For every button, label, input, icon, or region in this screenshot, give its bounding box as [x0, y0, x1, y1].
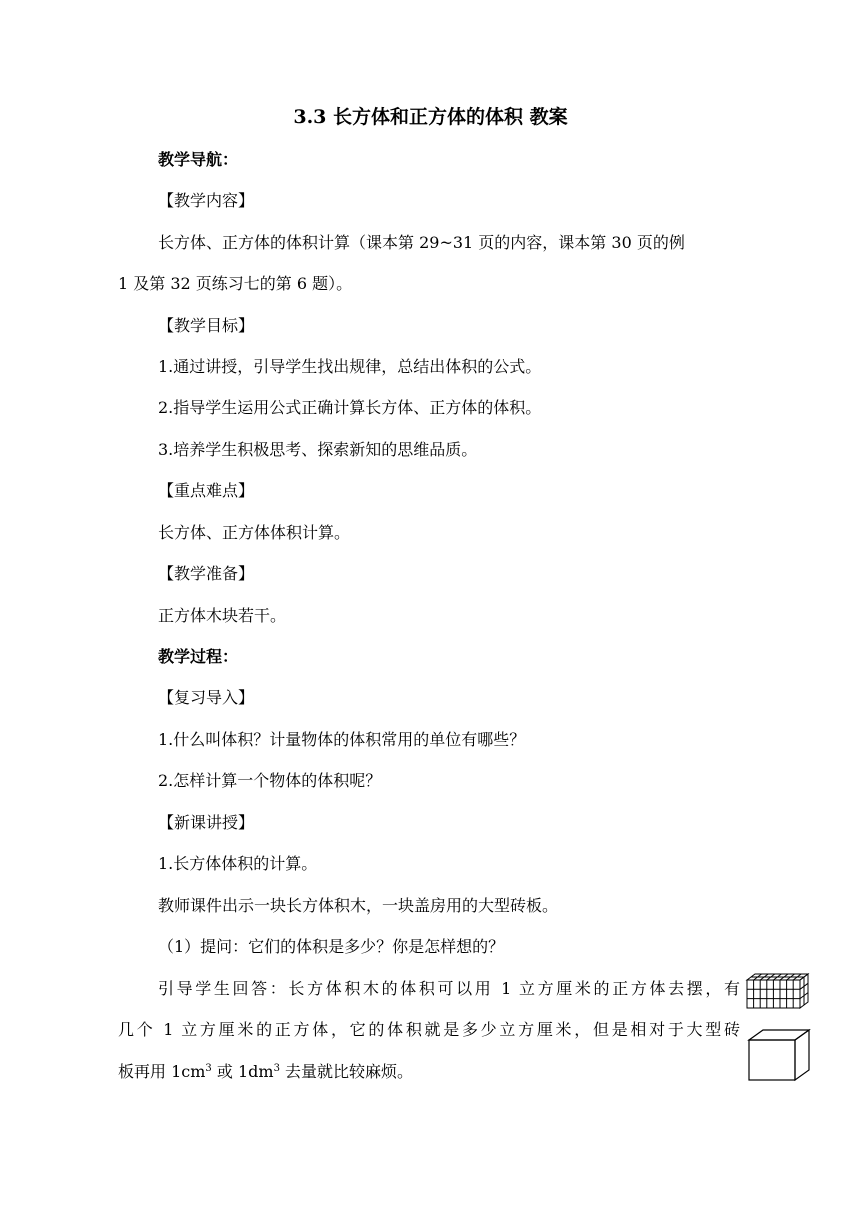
new-text-1: 教师课件出示一块长方体积木，一块盖房用的大型砖板。	[158, 896, 559, 915]
content-heading: 【教学内容】	[158, 191, 255, 210]
content-paragraph-line-2: 1 及第 32 页练习七的第 6 题）。	[118, 274, 353, 293]
guide-line-3-part-b: 或 1dm	[211, 1062, 274, 1081]
new-text-2: （1）提问：它们的体积是多少？你是怎样想的？	[158, 937, 505, 956]
page-title: 3.3 长方体和正方体的体积 教案	[293, 106, 568, 128]
goal-item-3: 3.培养学生积极思考、探索新知的思维品质。	[158, 440, 478, 459]
guide-line-3-part-c: 去量就比较麻烦。	[279, 1062, 414, 1081]
plain-block-icon	[749, 1030, 809, 1080]
block-figures-svg	[745, 972, 811, 1084]
goal-heading: 【教学目标】	[158, 316, 255, 335]
process-heading: 教学过程：	[158, 647, 239, 666]
key-text: 长方体、正方体体积计算。	[158, 523, 351, 542]
guide-line-3-part-a: 板再用 1cm	[118, 1062, 206, 1081]
review-item-1: 1.什么叫体积？计量物体的体积常用的单位有哪些？	[158, 730, 526, 749]
grid-block-icon	[747, 974, 808, 1008]
prep-heading: 【教学准备】	[158, 564, 255, 583]
review-heading: 【复习导入】	[158, 688, 255, 707]
superscript-cubed-2: 3	[273, 1063, 280, 1074]
nav-heading: 教学导航：	[158, 150, 239, 169]
key-heading: 【重点难点】	[158, 481, 255, 500]
new-heading: 【新课讲授】	[158, 813, 255, 832]
new-item-1: 1.长方体体积的计算。	[158, 854, 318, 873]
content-paragraph-line-1: 长方体、正方体的体积计算（课本第 29~31 页的内容，课本第 30 页的例	[158, 233, 685, 252]
review-item-2: 2.怎样计算一个物体的体积呢？	[158, 771, 382, 790]
superscript-cubed-1: 3	[205, 1063, 212, 1074]
prep-text: 正方体木块若干。	[158, 606, 287, 625]
guide-line-1: 引导学生回答：长方体积木的体积可以用 1 立方厘米的正方体去摆，有	[158, 979, 740, 998]
guide-line-3	[118, 1060, 413, 1084]
block-figures	[745, 972, 811, 1084]
guide-line-2: 几个 1 立方厘米的正方体，它的体积就是多少立方厘米，但是相对于大型砖	[118, 1020, 740, 1039]
goal-item-1: 1.通过讲授，引导学生找出规律，总结出体积的公式。	[158, 357, 542, 376]
goal-item-2: 2.指导学生运用公式正确计算长方体、正方体的体积。	[158, 398, 542, 417]
